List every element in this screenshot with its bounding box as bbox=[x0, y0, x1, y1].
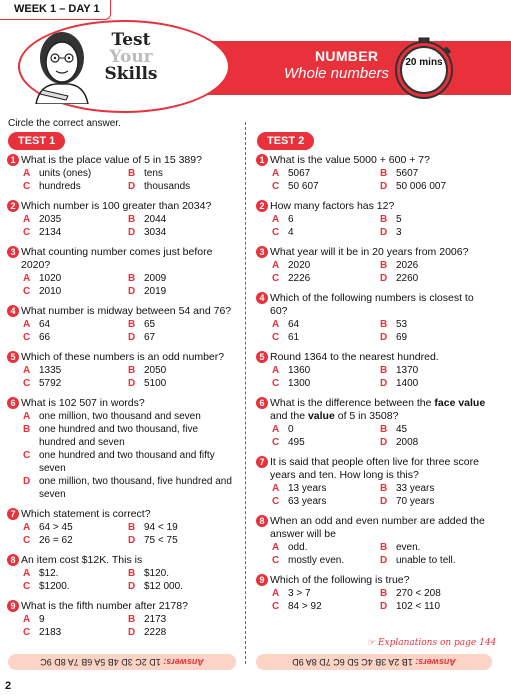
instruction-text: Circle the correct answer. bbox=[8, 118, 121, 129]
question-number: 7 bbox=[7, 508, 19, 520]
option[interactable]: D 2260 bbox=[380, 273, 419, 284]
option[interactable]: A units (ones) bbox=[23, 168, 92, 179]
question-number: 6 bbox=[7, 397, 19, 409]
option[interactable]: A 2035 bbox=[23, 214, 62, 225]
option[interactable]: A 2020 bbox=[272, 260, 311, 271]
logo-line-1: Test bbox=[111, 30, 151, 50]
question-text: What is the difference between the face value and the value of 5 in 3508? bbox=[270, 397, 486, 422]
option[interactable]: A 64 bbox=[23, 319, 51, 330]
question-number: 4 bbox=[7, 305, 19, 317]
option[interactable]: C 84 > 92 bbox=[272, 601, 322, 612]
question bbox=[256, 397, 488, 449]
option[interactable]: B 65 bbox=[128, 319, 156, 330]
question-text: Which of the following is true? bbox=[270, 574, 410, 586]
option[interactable]: C mostly even. bbox=[272, 555, 345, 566]
question-number: 7 bbox=[256, 456, 268, 468]
option[interactable]: B 1370 bbox=[380, 365, 419, 376]
question-number: 9 bbox=[7, 600, 19, 612]
option[interactable]: C one hundred and two thousand and fifty seven bbox=[23, 450, 215, 474]
option[interactable]: B even. bbox=[380, 542, 421, 553]
option[interactable]: C 4 bbox=[272, 227, 294, 238]
option[interactable]: B $120. bbox=[128, 568, 170, 579]
test-2-column bbox=[256, 154, 488, 620]
option[interactable]: B 45 bbox=[380, 424, 408, 435]
question-number: 8 bbox=[256, 515, 268, 527]
test-2-answers bbox=[256, 654, 492, 670]
test-1-answers bbox=[8, 654, 236, 670]
option[interactable]: C 66 bbox=[23, 332, 51, 343]
question bbox=[7, 246, 233, 298]
option[interactable]: B 2044 bbox=[128, 214, 167, 225]
option[interactable]: C $1200. bbox=[23, 581, 70, 592]
option[interactable]: C 2226 bbox=[272, 273, 311, 284]
option[interactable]: D $12 000. bbox=[128, 581, 183, 592]
question bbox=[256, 515, 488, 567]
logo-line-2: Your bbox=[109, 47, 153, 67]
test-2-label: TEST 2 bbox=[257, 132, 314, 150]
option[interactable]: B 2173 bbox=[128, 614, 167, 625]
option[interactable]: D 69 bbox=[380, 332, 408, 343]
option[interactable]: D 75 < 75 bbox=[128, 535, 178, 546]
section-title: NUMBER bbox=[315, 48, 379, 64]
timer-label: 20 mins bbox=[405, 57, 443, 68]
option[interactable]: D 3 bbox=[380, 227, 402, 238]
question-number: 6 bbox=[256, 397, 268, 409]
option[interactable]: B tens bbox=[128, 168, 163, 179]
option[interactable]: C 26 = 62 bbox=[23, 535, 73, 546]
question-text: What is the value 5000 + 600 + 7? bbox=[270, 154, 430, 166]
option[interactable]: C 50 607 bbox=[272, 181, 319, 192]
question-text: When an odd and even number are added the answer will be bbox=[270, 515, 485, 540]
question-text: What number is midway between 54 and 76? bbox=[21, 305, 232, 317]
option[interactable]: B 2050 bbox=[128, 365, 167, 376]
option[interactable]: A 3 > 7 bbox=[272, 588, 311, 599]
page-number: 2 bbox=[5, 680, 12, 692]
question-text: How many factors has 12? bbox=[270, 200, 395, 212]
option[interactable]: B 5 bbox=[380, 214, 402, 225]
question-number: 8 bbox=[7, 554, 19, 566]
option[interactable]: D thousands bbox=[128, 181, 191, 192]
question bbox=[256, 292, 488, 344]
option[interactable]: D 5100 bbox=[128, 378, 167, 389]
option[interactable]: B 33 years bbox=[380, 483, 435, 494]
option[interactable]: A 9 bbox=[23, 614, 45, 625]
question-number: 1 bbox=[256, 154, 268, 166]
option[interactable]: A 5067 bbox=[272, 168, 311, 179]
option[interactable]: C 5792 bbox=[23, 378, 62, 389]
option[interactable]: B 270 < 208 bbox=[380, 588, 441, 599]
question bbox=[7, 200, 233, 239]
option[interactable]: D 50 006 007 bbox=[380, 181, 447, 192]
question-number: 9 bbox=[256, 574, 268, 586]
option[interactable]: D 67 bbox=[128, 332, 156, 343]
question bbox=[256, 351, 488, 390]
question-text: An item cost $12K. This is bbox=[21, 554, 143, 566]
test-1-column bbox=[7, 154, 233, 646]
test-your-skills-logo bbox=[96, 32, 166, 83]
option[interactable]: A 64 bbox=[272, 319, 300, 330]
option[interactable]: B one hundred and two thousand, five hundred and seven bbox=[23, 424, 199, 448]
column-divider bbox=[245, 122, 246, 664]
option[interactable]: D 1400 bbox=[380, 378, 419, 389]
question-text: What is the place value of 5 in 15 389? bbox=[21, 154, 202, 166]
answers-text: 1D 2C 3D 4B 5A 6B 7A 8D 9C bbox=[40, 657, 161, 667]
question bbox=[7, 351, 233, 390]
question-text: What year will it be in 20 years from 2006? bbox=[270, 246, 469, 258]
logo-line-3: Skills bbox=[104, 64, 158, 84]
question-text: Which number is 100 greater than 2034? bbox=[21, 200, 212, 212]
question bbox=[256, 456, 488, 508]
option[interactable]: C 2134 bbox=[23, 227, 62, 238]
stopwatch-icon bbox=[392, 36, 456, 100]
option[interactable]: B 2009 bbox=[128, 273, 167, 284]
question-text: Round 1364 to the nearest hundred. bbox=[270, 351, 439, 363]
option[interactable]: A 1020 bbox=[23, 273, 62, 284]
question bbox=[7, 554, 233, 593]
section-subtitle: Whole numbers bbox=[284, 65, 390, 82]
option[interactable]: D 2008 bbox=[380, 437, 419, 448]
teacher-avatar-icon bbox=[28, 24, 96, 104]
option[interactable]: C hundreds bbox=[23, 181, 81, 192]
option[interactable]: B 2026 bbox=[380, 260, 419, 271]
option[interactable]: C 63 years bbox=[272, 496, 327, 507]
option[interactable]: B 53 bbox=[380, 319, 408, 330]
question-text: What counting number comes just before 2020? bbox=[21, 246, 213, 271]
answers-label: Answers: bbox=[415, 657, 456, 667]
option[interactable]: D one million, two thousand, five hundred and seven bbox=[23, 476, 232, 500]
option[interactable]: A 0 bbox=[272, 424, 294, 435]
question bbox=[256, 200, 488, 239]
pointing-hand-icon: ☞ bbox=[367, 638, 378, 648]
question bbox=[7, 397, 233, 501]
option[interactable]: C 2183 bbox=[23, 627, 62, 638]
question-number: 5 bbox=[7, 351, 19, 363]
option[interactable]: A $12. bbox=[23, 568, 59, 579]
question bbox=[256, 154, 488, 193]
option[interactable]: C 2010 bbox=[23, 286, 62, 297]
question bbox=[7, 600, 233, 639]
option[interactable]: A 13 years bbox=[272, 483, 327, 494]
question-number: 2 bbox=[256, 200, 268, 212]
option[interactable]: B 94 < 19 bbox=[128, 522, 178, 533]
option[interactable]: C 1300 bbox=[272, 378, 311, 389]
question-text: Which of these numbers is an odd number? bbox=[21, 351, 225, 363]
question-number: 3 bbox=[7, 246, 19, 258]
explanations-note: ☞ Explanations on page 144 bbox=[367, 638, 497, 648]
option[interactable]: A 1360 bbox=[272, 365, 311, 376]
option[interactable]: A odd. bbox=[272, 542, 308, 553]
question-number: 1 bbox=[7, 154, 19, 166]
option[interactable]: A one million, two thousand and seven bbox=[23, 411, 201, 422]
question-text: Which statement is correct? bbox=[21, 508, 151, 520]
option[interactable]: D unable to tell. bbox=[380, 555, 456, 566]
question-text: What is 102 507 in words? bbox=[21, 397, 145, 409]
option[interactable]: D 3034 bbox=[128, 227, 167, 238]
answers-label: Answers: bbox=[163, 657, 204, 667]
question bbox=[256, 246, 488, 285]
option[interactable]: A 6 bbox=[272, 214, 294, 225]
option[interactable]: D 102 < 110 bbox=[380, 601, 441, 612]
question-text: What is the fifth number after 2178? bbox=[21, 600, 188, 612]
question-number: 3 bbox=[256, 246, 268, 258]
week-label: WEEK 1 – DAY 1 bbox=[0, 0, 111, 20]
question-number: 5 bbox=[256, 351, 268, 363]
question bbox=[7, 508, 233, 547]
option[interactable]: C 61 bbox=[272, 332, 300, 343]
question-number: 4 bbox=[256, 292, 268, 304]
option[interactable]: D 70 years bbox=[380, 496, 435, 507]
option[interactable]: D 2228 bbox=[128, 627, 167, 638]
question bbox=[7, 305, 233, 344]
option[interactable]: D 2019 bbox=[128, 286, 167, 297]
option[interactable]: A 1335 bbox=[23, 365, 62, 376]
option[interactable]: C 495 bbox=[272, 437, 305, 448]
answers-text: 1B 2A 3B 4C 5D 6C 7D 8A 9D bbox=[292, 657, 413, 667]
question bbox=[7, 154, 233, 193]
option[interactable]: B 5607 bbox=[380, 168, 419, 179]
question-number: 2 bbox=[7, 200, 19, 212]
question bbox=[256, 574, 488, 613]
option[interactable]: A 64 > 45 bbox=[23, 522, 73, 533]
question-text: It is said that people often live for three score years and ten. How long is this? bbox=[270, 456, 479, 481]
test-1-label: TEST 1 bbox=[8, 132, 65, 150]
question-text: Which of the following numbers is closest to 60? bbox=[270, 292, 474, 317]
